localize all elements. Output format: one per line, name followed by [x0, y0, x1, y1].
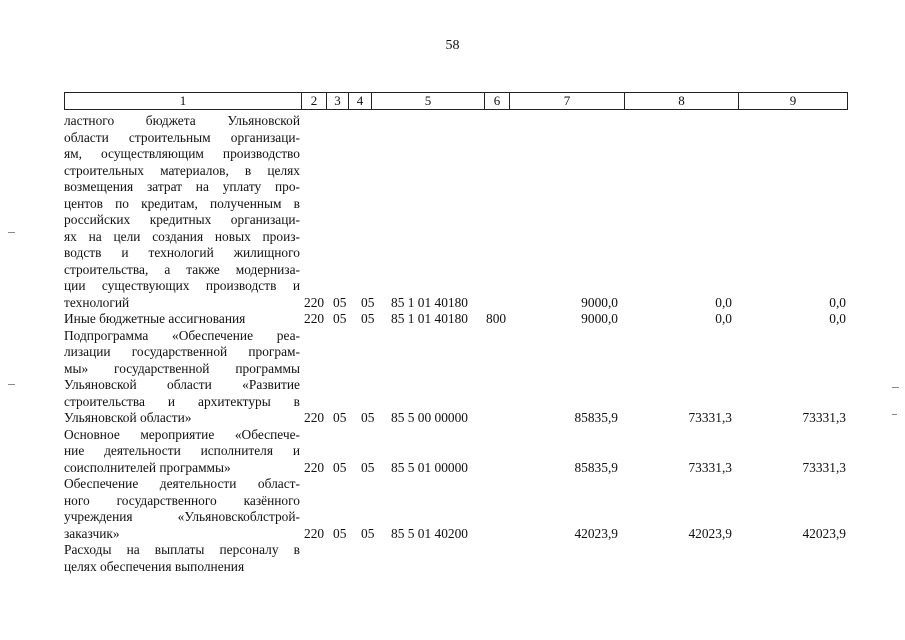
cell-col-9: 0,0: [829, 294, 846, 310]
header-col-5: 5: [371, 92, 485, 110]
row-description-line: ям, осуществляющим производство: [64, 146, 300, 161]
header-col-3: 3: [326, 92, 349, 110]
row-description-line: Иные бюджетные ассигнования: [64, 311, 246, 326]
row-description-line: заказчик»: [64, 525, 120, 541]
row-description-line: лизации государственной програм-: [64, 344, 300, 359]
cell-col-9: 73331,3: [802, 410, 846, 425]
cell-col-9: 42023,9: [802, 525, 846, 541]
header-col-8: 8: [624, 92, 739, 110]
cell-col-8: 73331,3: [688, 459, 732, 475]
cell-col-9: 73331,3: [802, 459, 846, 475]
cell-col-4: 05: [361, 294, 375, 310]
cell-col-3: 05: [333, 294, 347, 310]
cell-col-4: 05: [361, 410, 375, 425]
cell-col-5: 85 5 01 00000: [391, 459, 468, 475]
page-number: 58: [445, 38, 460, 53]
header-col-7: 7: [509, 92, 625, 110]
header-col-6: 6: [484, 92, 510, 110]
row-description-line: водств и технологий жилищного: [64, 245, 300, 260]
cell-col-8: 0,0: [715, 311, 732, 326]
row-description-line: области строительным организаци-: [64, 129, 300, 145]
cell-col-2: 220: [304, 525, 325, 541]
row-description-line: Обеспечение деятельности област-: [64, 476, 300, 491]
scan-speck: [8, 232, 15, 233]
row-description-line: учреждения «Ульяновскоблстрой-: [64, 509, 300, 524]
cell-col-3: 05: [333, 459, 347, 475]
row-description-line: ластного бюджета Ульяновской: [64, 113, 300, 128]
cell-col-8: 73331,3: [688, 410, 732, 425]
row-description-line: центов по кредитам, полученным в: [64, 195, 300, 211]
row-description-line: возмещения затрат на уплату про-: [64, 179, 300, 194]
cell-col-2: 220: [304, 294, 325, 310]
cell-col-2: 220: [304, 410, 325, 425]
cell-col-7: 85835,9: [574, 410, 618, 425]
row-description-line: технологий: [64, 294, 130, 310]
row-description-line: ции существующих производств и: [64, 278, 300, 293]
row-description-line: Основное мероприятие «Обеспече-: [64, 426, 300, 442]
cell-col-7: 42023,9: [574, 525, 618, 541]
row-description-line: Ульяновской области»: [64, 410, 192, 425]
row-description-line: ного государственного казённого: [64, 492, 300, 508]
scan-speck: [892, 387, 899, 388]
header-col-2: 2: [301, 92, 327, 110]
cell-col-2: 220: [304, 459, 325, 475]
cell-col-6: 800: [486, 311, 507, 326]
cell-col-8: 0,0: [715, 294, 732, 310]
header-col-9: 9: [738, 92, 848, 110]
row-description-line: ние деятельности исполнителя и: [64, 443, 300, 458]
row-description-line: мы» государственной программы: [64, 360, 300, 376]
cell-col-3: 05: [333, 525, 347, 541]
cell-col-7: 9000,0: [581, 311, 618, 326]
cell-col-3: 05: [333, 410, 347, 425]
cell-col-5: 85 5 00 00000: [391, 410, 468, 425]
scan-speck: [892, 414, 897, 415]
cell-col-2: 220: [304, 311, 325, 326]
cell-col-8: 42023,9: [688, 525, 732, 541]
cell-col-4: 05: [361, 525, 375, 541]
cell-col-5: 85 5 01 40200: [391, 525, 468, 541]
scan-speck: [8, 384, 15, 385]
row-description-line: Расходы на выплаты персоналу в: [64, 542, 300, 557]
cell-col-5: 85 1 01 40180: [391, 311, 468, 326]
cell-col-9: 0,0: [829, 311, 846, 326]
cell-col-7: 9000,0: [581, 294, 618, 310]
row-description-line: Подпрограмма «Обеспечение реа-: [64, 327, 300, 343]
row-description-line: Ульяновской области «Развитие: [64, 377, 300, 392]
row-description-line: строительства и архитектуры в: [64, 393, 300, 409]
row-description-line: строительных материалов, в целях: [64, 162, 300, 178]
row-description-line: ях на цели создания новых произ-: [64, 228, 300, 244]
header-col-1: 1: [64, 92, 302, 110]
cell-col-4: 05: [361, 311, 375, 326]
header-col-4: 4: [348, 92, 372, 110]
row-description-line: соисполнителей программы»: [64, 459, 231, 475]
cell-col-5: 85 1 01 40180: [391, 294, 468, 310]
row-description-line: российских кредитных организаци-: [64, 212, 300, 227]
cell-col-3: 05: [333, 311, 347, 326]
cell-col-4: 05: [361, 459, 375, 475]
row-description-line: строительства, а также модерниза-: [64, 261, 300, 277]
table-header-row: [64, 92, 848, 110]
row-description-line: целях обеспечения выполнения: [64, 558, 245, 574]
cell-col-7: 85835,9: [574, 459, 618, 475]
